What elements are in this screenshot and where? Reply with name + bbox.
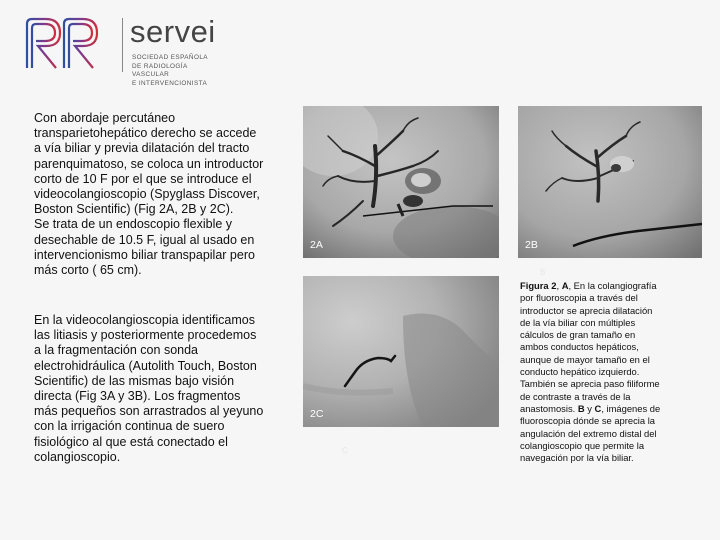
fluoroscopy-2a-graphic — [303, 106, 499, 258]
caption-bold-run: Figura 2 — [520, 280, 557, 291]
fluoroscopy-2c-graphic — [303, 276, 499, 427]
text-line: Boston Scientific) (Fig 2A, 2B y 2C). — [34, 202, 234, 217]
caption-run: , En la colangiografía — [568, 280, 657, 291]
caption-run: aunque de mayor tamaño en el — [520, 353, 650, 365]
logo-divider — [122, 18, 123, 72]
caption-line — [520, 354, 700, 366]
caption-run: de contraste a través de la — [520, 390, 631, 402]
faint-figure-mark: B — [540, 268, 546, 277]
brand-subtitle-line: E INTERVENCIONISTA — [132, 79, 208, 87]
text-line: desechable de 10.5 F, igual al usado en — [34, 232, 255, 247]
fluoroscopy-image-2a — [303, 106, 499, 258]
caption-bold-run: A — [561, 280, 569, 291]
text-line: Con abordaje percutáneo — [34, 111, 176, 125]
caption-line — [520, 366, 700, 378]
caption-line — [520, 292, 700, 304]
caption-run: anastomosis. — [520, 402, 578, 414]
caption-line — [520, 440, 700, 452]
faint-figure-mark: C — [342, 446, 348, 455]
fluoroscopy-image-2c — [303, 276, 499, 427]
caption-line — [520, 415, 700, 427]
text-line: fisiológico al que está conectado el — [34, 434, 228, 449]
caption-bold-run: C — [594, 402, 602, 414]
text-line: corto de 10 F por el que se introduce el — [34, 171, 252, 186]
caption-line — [520, 280, 700, 292]
caption-run: También se aprecia paso filiforme — [520, 378, 660, 390]
brand-subtitle-line: SOCIEDAD ESPAÑOLA — [132, 54, 208, 61]
brand-subtitle — [132, 54, 242, 88]
text-line: videocolangioscopio (Spyglass Discover, — [34, 187, 260, 202]
caption-run: navegación por la vía biliar. — [520, 452, 634, 464]
caption-run: conducto hepático izquierdo. — [520, 366, 640, 378]
caption-run: , imágenes de — [601, 402, 661, 414]
caption-run: introductor se aprecia dilatación — [520, 304, 653, 316]
figure-label-2c: 2C — [310, 408, 324, 420]
text-line: más pequeños son arrastrados al yeyuno — [34, 404, 264, 419]
text-line: las litiasis y posteriormente procedemos — [34, 328, 257, 343]
caption-run: colangioscopio que permite la — [520, 439, 645, 451]
brand-subtitle-line: DE RADIOLOGÍA — [132, 62, 188, 70]
text-line: más corto ( 65 cm). — [34, 263, 142, 278]
text-line: En la videocolangioscopia identificamos — [34, 313, 255, 327]
caption-bold-run: B — [577, 402, 585, 414]
caption-line — [520, 317, 700, 329]
caption-line — [520, 378, 700, 390]
figure-label-2a: 2A — [310, 239, 323, 251]
text-line: Se trata de un endoscopio flexible y — [34, 217, 233, 232]
caption-line — [520, 428, 700, 440]
caption-run: , — [556, 280, 562, 291]
text-line: electrohidráulica (Autolith Touch, Boston — [34, 358, 257, 373]
caption-line — [520, 305, 700, 317]
brand-subtitle-line: VASCULAR — [132, 71, 170, 78]
fluoroscopy-2b-graphic — [518, 106, 702, 258]
caption-line — [520, 391, 700, 403]
caption-run: y — [584, 402, 595, 414]
brand-name: servei — [130, 14, 216, 49]
figure-caption — [520, 280, 700, 464]
text-line: intervencionismo biliar transpapilar pero — [34, 247, 255, 262]
caption-line — [520, 329, 700, 341]
text-line: colangioscopio. — [34, 449, 121, 464]
procedure-paragraph-2 — [34, 313, 296, 465]
text-line: parenquimatoso, se coloca un introductor — [34, 156, 264, 171]
servei-logo-icon — [22, 16, 102, 70]
caption-run: ambos conductos hepáticos, — [520, 341, 639, 353]
text-line: directa (Fig 3A y 3B). Los fragmentos — [34, 389, 241, 404]
servei-logo — [22, 14, 216, 87]
procedure-paragraph-1 — [34, 111, 296, 278]
fluoroscopy-image-2b — [518, 106, 702, 258]
text-line: a la fragmentación con sonda — [34, 343, 198, 358]
caption-run: angulación del extremo distal del — [520, 427, 657, 439]
caption-line — [520, 452, 700, 464]
figure-label-2b: 2B — [525, 239, 538, 251]
caption-run: cálculos de gran tamaño en — [520, 329, 636, 341]
text-line: a vía biliar y previa dilatación del tracto — [34, 141, 250, 156]
caption-line — [520, 403, 700, 415]
text-line: transparietohepático derecho se accede — [34, 126, 257, 141]
caption-run: de la vía biliar con múltiples — [520, 316, 636, 328]
text-line: Scientific) de las mismas bajo visión — [34, 373, 235, 388]
caption-line — [520, 341, 700, 353]
caption-run: por fluoroscopia a través del — [520, 292, 638, 304]
caption-run: fluoroscopia dónde se aprecia la — [520, 415, 655, 427]
text-line: con la irrigación continua de suero — [34, 419, 225, 434]
